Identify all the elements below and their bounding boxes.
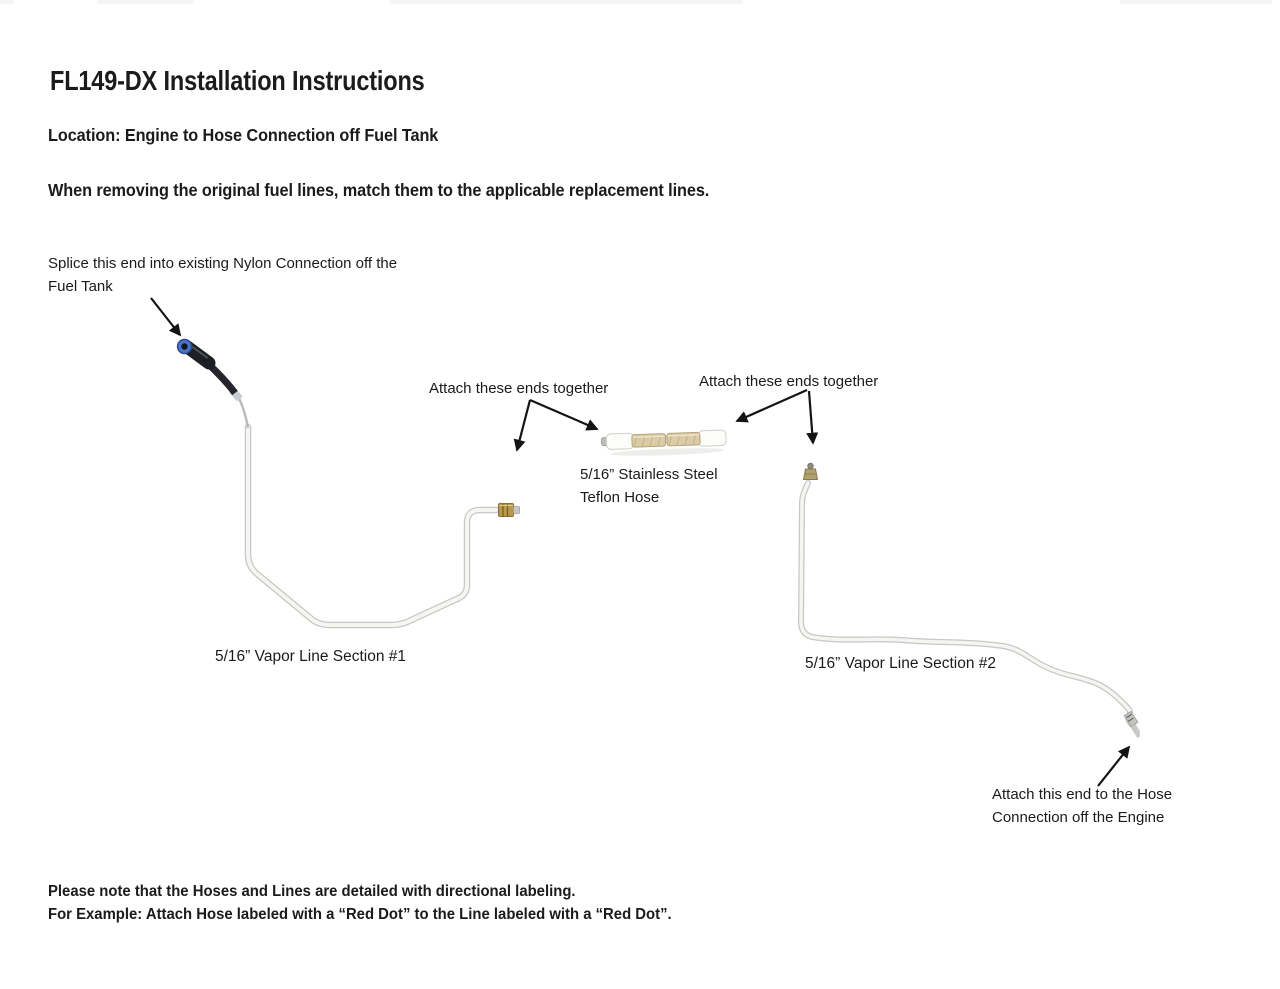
page-title: FL149-DX Installation Instructions xyxy=(50,65,425,96)
engine-end-fitting xyxy=(1124,711,1138,735)
arrow-attach-left-down xyxy=(517,400,530,450)
fitting-line-2-top xyxy=(804,463,818,479)
nylon-connector-hose xyxy=(178,340,249,429)
footer-note-2: For Example: Attach Hose labeled with a “Red Dot” to the Line labeled with a “Red Dot”. xyxy=(48,906,672,923)
vapor-line-section-1 xyxy=(248,427,496,625)
vapor-line-section-2 xyxy=(801,483,1137,732)
location-line: Location: Engine to Hose Connection off Fuel Tank xyxy=(48,125,439,145)
removal-note: When removing the original fuel lines, match them to the applicable replacement lines. xyxy=(48,180,710,200)
label-vapor-line-1: 5/16” Vapor Line Section #1 xyxy=(215,648,407,665)
label-vapor-line-2: 5/16” Vapor Line Section #2 xyxy=(805,655,997,672)
arrow-attach-right-tohose xyxy=(737,390,807,421)
annotation-attach-ends-left: Attach these ends together xyxy=(429,380,609,397)
annotation-attach-engine-end: Attach this end to the Hose Connection off the Engine xyxy=(992,786,1173,826)
annotation-arrows xyxy=(151,298,1129,786)
arrow-attach-right-down xyxy=(809,391,813,443)
arrow-attach-left-tohose xyxy=(530,400,597,429)
arrow-splice xyxy=(151,298,180,335)
arrow-engine-end xyxy=(1098,747,1129,786)
footer-note-1: Please note that the Hoses and Lines are detailed with directional labeling. xyxy=(48,883,576,900)
annotation-attach-ends-right: Attach these ends together xyxy=(699,373,879,390)
annotation-splice-fuel-tank: Splice this end into existing Nylon Connection off the Fuel Tank xyxy=(48,255,398,295)
label-teflon-hose: 5/16” Stainless Steel Teflon Hose xyxy=(580,466,718,506)
brass-fitting-line-1 xyxy=(499,504,520,517)
teflon-hose xyxy=(601,430,726,458)
